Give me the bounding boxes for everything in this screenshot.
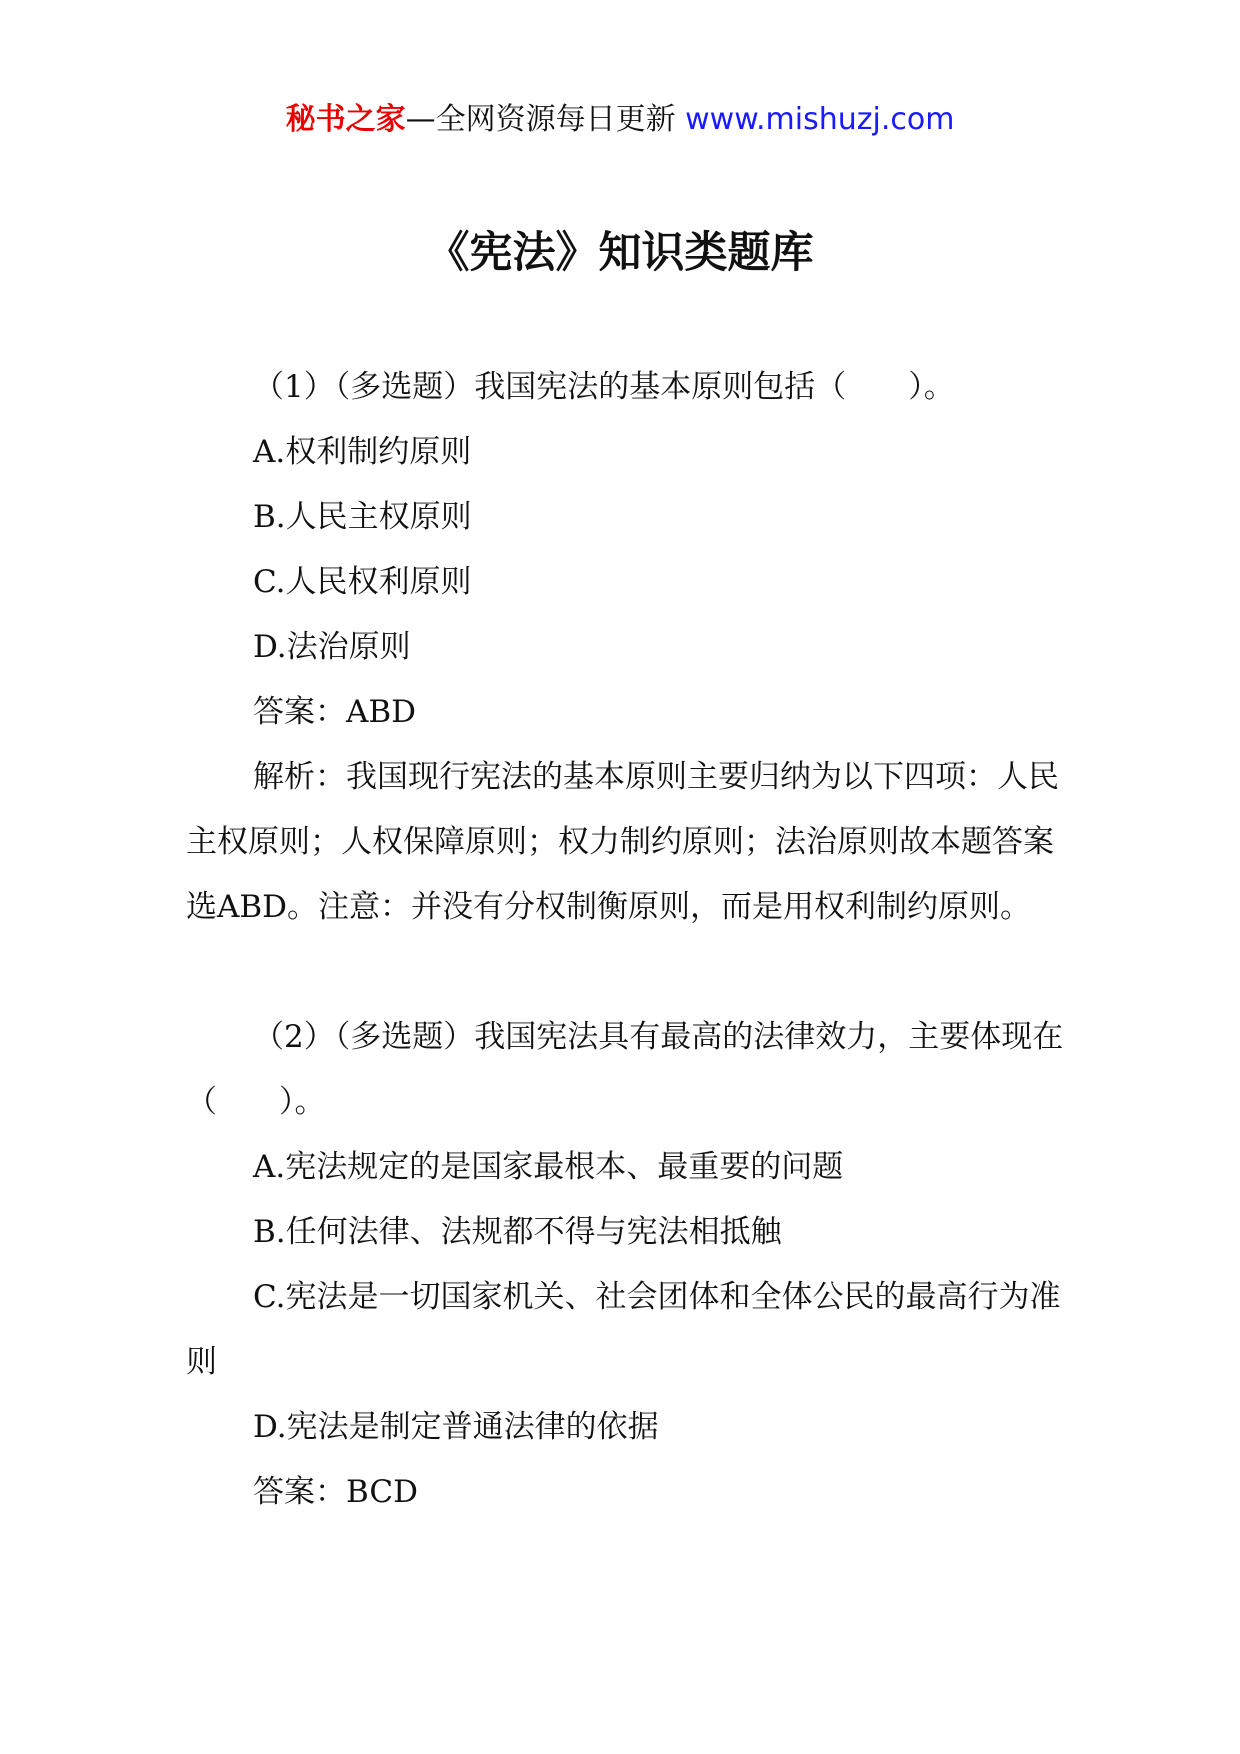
question-stem: （1）（多选题）我国宪法的基本原则包括（ ）。 bbox=[253, 369, 955, 405]
option-b: B.任何法律、法规都不得与宪法相抵触 bbox=[253, 1214, 782, 1250]
option-c: C.人民权利原则 bbox=[253, 564, 472, 600]
answer-line: 答案：ABD bbox=[253, 694, 417, 730]
document-title: 《宪法》知识类题库 bbox=[426, 228, 814, 278]
site-brand: 秘书之家 bbox=[285, 102, 406, 137]
site-slogan: —全网资源每日更新 bbox=[405, 102, 676, 137]
option-b: B.人民主权原则 bbox=[253, 499, 472, 535]
question-block-1 bbox=[186, 355, 1066, 940]
option-c: C.宪法是一切国家机关、社会团体和全体公民的最高行为准则 bbox=[186, 1279, 1061, 1380]
document-body bbox=[186, 355, 1066, 1525]
answer-line: 答案：BCD bbox=[253, 1474, 418, 1510]
option-d: D.法治原则 bbox=[253, 629, 411, 665]
option-a: A.宪法规定的是国家最根本、最重要的问题 bbox=[253, 1149, 844, 1185]
question-stem: （2）（多选题）我国宪法具有最高的法律效力，主要体现在（ ）。 bbox=[186, 1019, 1064, 1120]
question-block-2 bbox=[186, 1005, 1066, 1525]
site-header bbox=[0, 100, 1240, 140]
option-a: A.权利制约原则 bbox=[253, 434, 472, 470]
analysis-text: 解析：我国现行宪法的基本原则主要归纳为以下四项：人民主权原则；人权保障原则；权力制约原则；法治原则故本题答案选ABD。注意：并没有分权制衡原则，而是用权利制约原则。 bbox=[186, 759, 1059, 925]
option-d: D.宪法是制定普通法律的依据 bbox=[253, 1409, 659, 1445]
question-separator bbox=[186, 940, 1066, 1005]
site-url-link[interactable]: www.mishuzj.com bbox=[685, 102, 955, 137]
